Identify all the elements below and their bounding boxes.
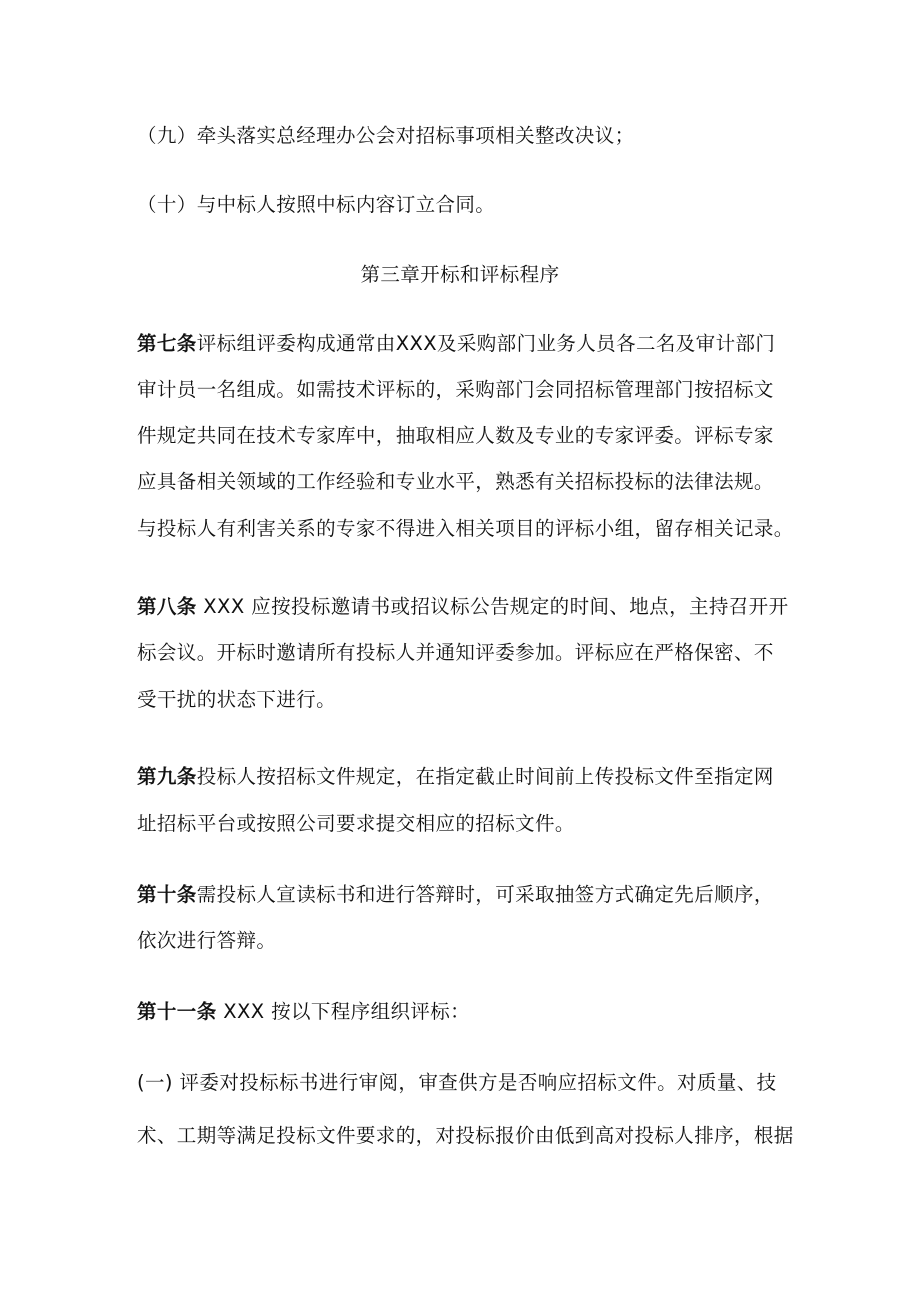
article-8-line-2: 标会议。开标时邀请所有投标人并通知评委参加。评标应在严格保密、不	[137, 641, 774, 664]
list-item-9: （九）牵头落实总经理办公会对招标事项相关整改决议；	[137, 124, 635, 147]
article-9-text-1: 投标人按招标文件规定，在指定截止时间前上传投标文件至指定网	[196, 765, 774, 788]
list-item-10: （十）与中标人按照中标内容订立合同。	[137, 193, 496, 216]
article-7-line-5: 与投标人有利害关系的专家不得进入相关项目的评标小组，留存相关记录。	[137, 517, 794, 540]
article-7-line-3: 件规定共同在技术专家库中，抽取相应人数及专业的专家评委。评标专家	[137, 424, 774, 447]
article-9-label: 第九条	[137, 765, 197, 788]
article-10-line-1	[137, 883, 774, 907]
article-7-label: 第七条	[137, 332, 197, 355]
sub-item-1-line-2: 术、工期等满足投标文件要求的，对投标报价由低到高对投标人排序，根据	[137, 1124, 794, 1147]
article-9-line-1	[137, 765, 774, 789]
article-8-text-1: XXX 应按投标邀请书或招议标公告规定的时间、地点，主持召开开	[196, 595, 789, 618]
article-11-line-1	[137, 1000, 470, 1024]
article-8-line-1	[137, 595, 788, 619]
article-8-label: 第八条	[137, 595, 197, 618]
article-8-line-3: 受干扰的状态下进行。	[137, 688, 337, 711]
article-10-line-2: 依次进行答辩。	[137, 929, 277, 952]
article-7-line-2: 审计员一名组成。如需技术评标的，采购部门会同招标管理部门按招标文	[137, 378, 774, 401]
article-10-label: 第十条	[137, 883, 197, 906]
article-11-label: 第十一条	[137, 1000, 217, 1023]
article-9-line-2: 址招标平台或按照公司要求提交相应的招标文件。	[137, 812, 575, 835]
article-11-text-1: XXX 按以下程序组织评标：	[216, 1000, 471, 1023]
article-7-text-1: 评标组评委构成通常由XXX及采购部门业务人员各二名及审计部门	[196, 332, 776, 355]
article-7-line-4: 应具备相关领域的工作经验和专业水平，熟悉有关招标投标的法律法规。	[137, 470, 774, 493]
article-10-text-1: 需投标人宣读标书和进行答辩时，可采取抽签方式确定先后顺序，	[196, 883, 774, 906]
chapter-title: 第三章开标和评标程序	[360, 263, 560, 286]
sub-item-1-line-1: (一) 评委对投标标书进行审阅，审查供方是否响应招标文件。对质量、技	[137, 1071, 777, 1094]
article-7-line-1	[137, 332, 775, 356]
